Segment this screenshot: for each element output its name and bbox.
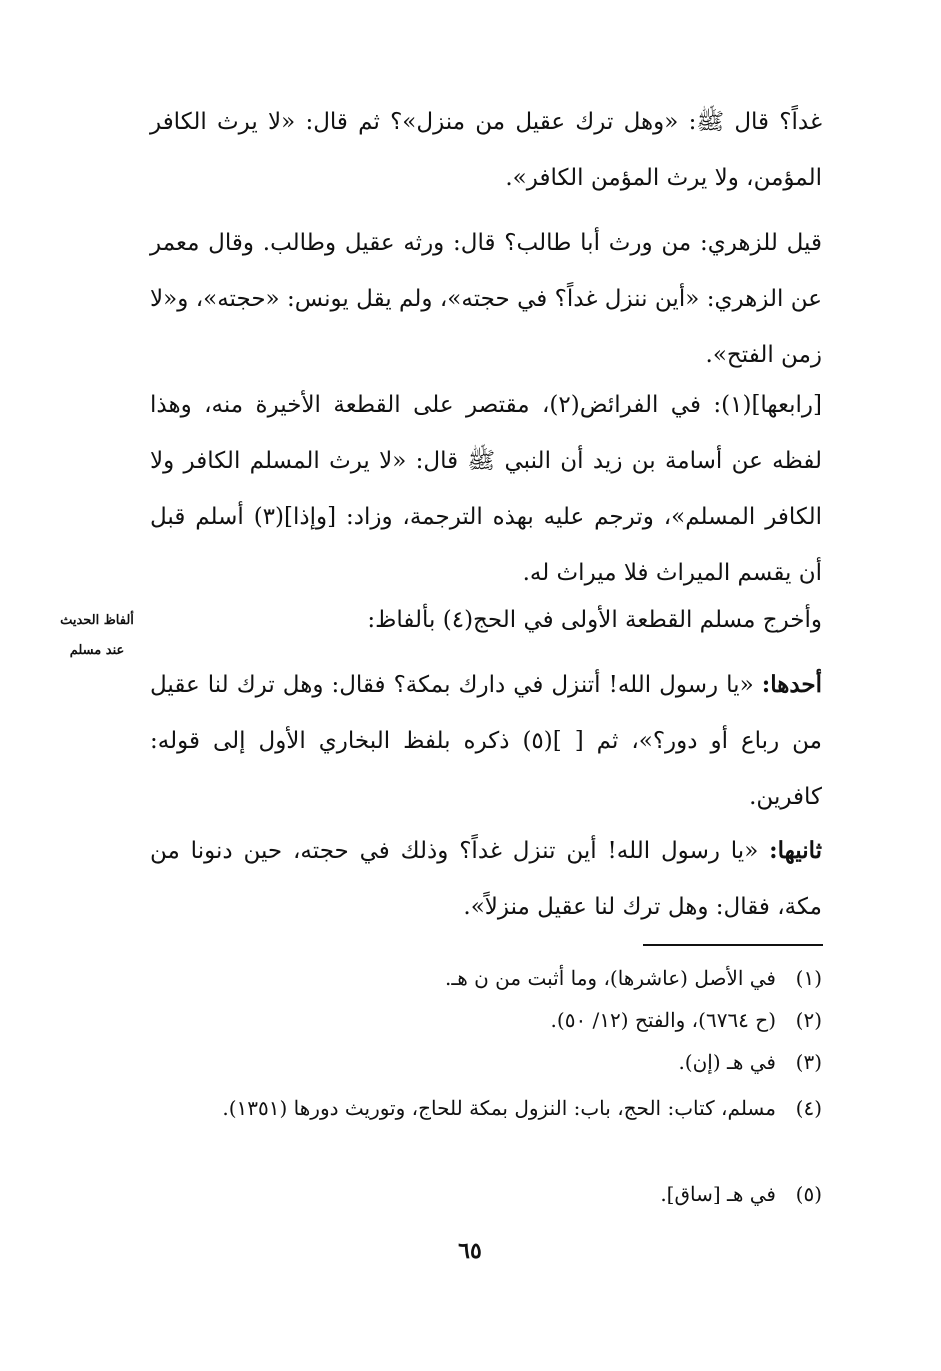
footnote-3: [150, 1042, 822, 1082]
margin-note: [52, 606, 142, 666]
margin-note-line-1: ألفاظ الحديث: [60, 613, 134, 628]
footnote-5: [150, 1174, 822, 1214]
paragraph-6-body: [150, 823, 822, 935]
footnote-2: [150, 1000, 822, 1040]
margin-note-line-2: عند مسلم: [69, 643, 125, 658]
footnote-3-number: (٣): [795, 1050, 822, 1074]
footnote-4: [150, 1088, 822, 1128]
footnote-5-number: (٥): [795, 1182, 822, 1206]
footnote-4-text: مسلم، كتاب: الحج، باب: النزول بمكة للحاج، وتوريث دورها (١٣٥١).: [222, 1096, 776, 1120]
paragraph-4-text: وأخرج مسلم القطعة الأولى في الحج(٤) بألفاظ:: [367, 607, 822, 633]
footnote-2-number: (٢): [795, 1008, 822, 1032]
paragraph-1-text: غداً؟ قال ﷺ: «وهل ترك عقيل من منزل»؟ ثم قال: «لا يرث الكافر المؤمن، ولا يرث المؤمن الكافر».: [150, 109, 822, 191]
footnote-4-number: (٤): [795, 1096, 822, 1120]
footnote-1: [150, 958, 822, 998]
paragraph-5-text: «يا رسول الله! أتنزل في دارك بمكة؟ فقال: وهل ترك لنا عقيل من رباع أو دور؟»، ثم [ ](٥) ذكره بلفظ البخاري الأول إلى قوله: كافرين.: [150, 672, 822, 810]
paragraph-3: [150, 377, 882, 601]
paragraph-5-body: [150, 657, 822, 825]
paragraph-6: [150, 823, 822, 935]
paragraph-1: [150, 94, 822, 206]
footnote-2-text: (ح ٦٧٦٤)، والفتح (١٢/ ٥٠).: [550, 1008, 776, 1032]
footnote-1-number: (١): [795, 966, 822, 990]
paragraph-3-text: [رابعها](١): في الفرائض(٢)، مقتصر على القطعة الأخيرة منه، وهذا لفظه عن أسامة بن زيد أن النبي ﷺ قال: «لا يرث المسلم الكافر ولا الكافر المسلم»، وترجم عليه بهذه الترجمة، وزاد: [وإذا](٣) أسلم قبل أن يقسم الميراث فلا ميراث له.: [150, 392, 822, 586]
paragraph-2: [150, 215, 882, 383]
paragraph-5-label: أحدها:: [761, 671, 823, 698]
footnote-separator: [643, 944, 823, 946]
footnote-5-text: في هـ [ساق].: [660, 1182, 776, 1206]
paragraph-4: [150, 592, 882, 648]
footnote-3-text: في هـ (إن).: [678, 1050, 776, 1074]
paragraph-6-label: ثانيها:: [769, 837, 823, 864]
page-number: ٦٥: [458, 1238, 482, 1264]
footnote-1-text: في الأصل (عاشرها)، وما أثبت من ن هـ.: [445, 966, 776, 990]
paragraph-6-text: «يا رسول الله! أين تنزل غداً؟ وذلك في حجته، حين دنونا من مكة، فقال: وهل ترك لنا عقيل منزلاً».: [150, 838, 822, 920]
paragraph-2-text: قيل للزهري: من ورث أبا طالب؟ قال: ورثه عقيل وطالب. وقال معمر عن الزهري: «أين ننزل غداً؟ في حجته»، ولم يقل يونس: «حجته»، و«لا زمن الفتح».: [150, 230, 822, 368]
paragraph-5: [150, 657, 822, 825]
